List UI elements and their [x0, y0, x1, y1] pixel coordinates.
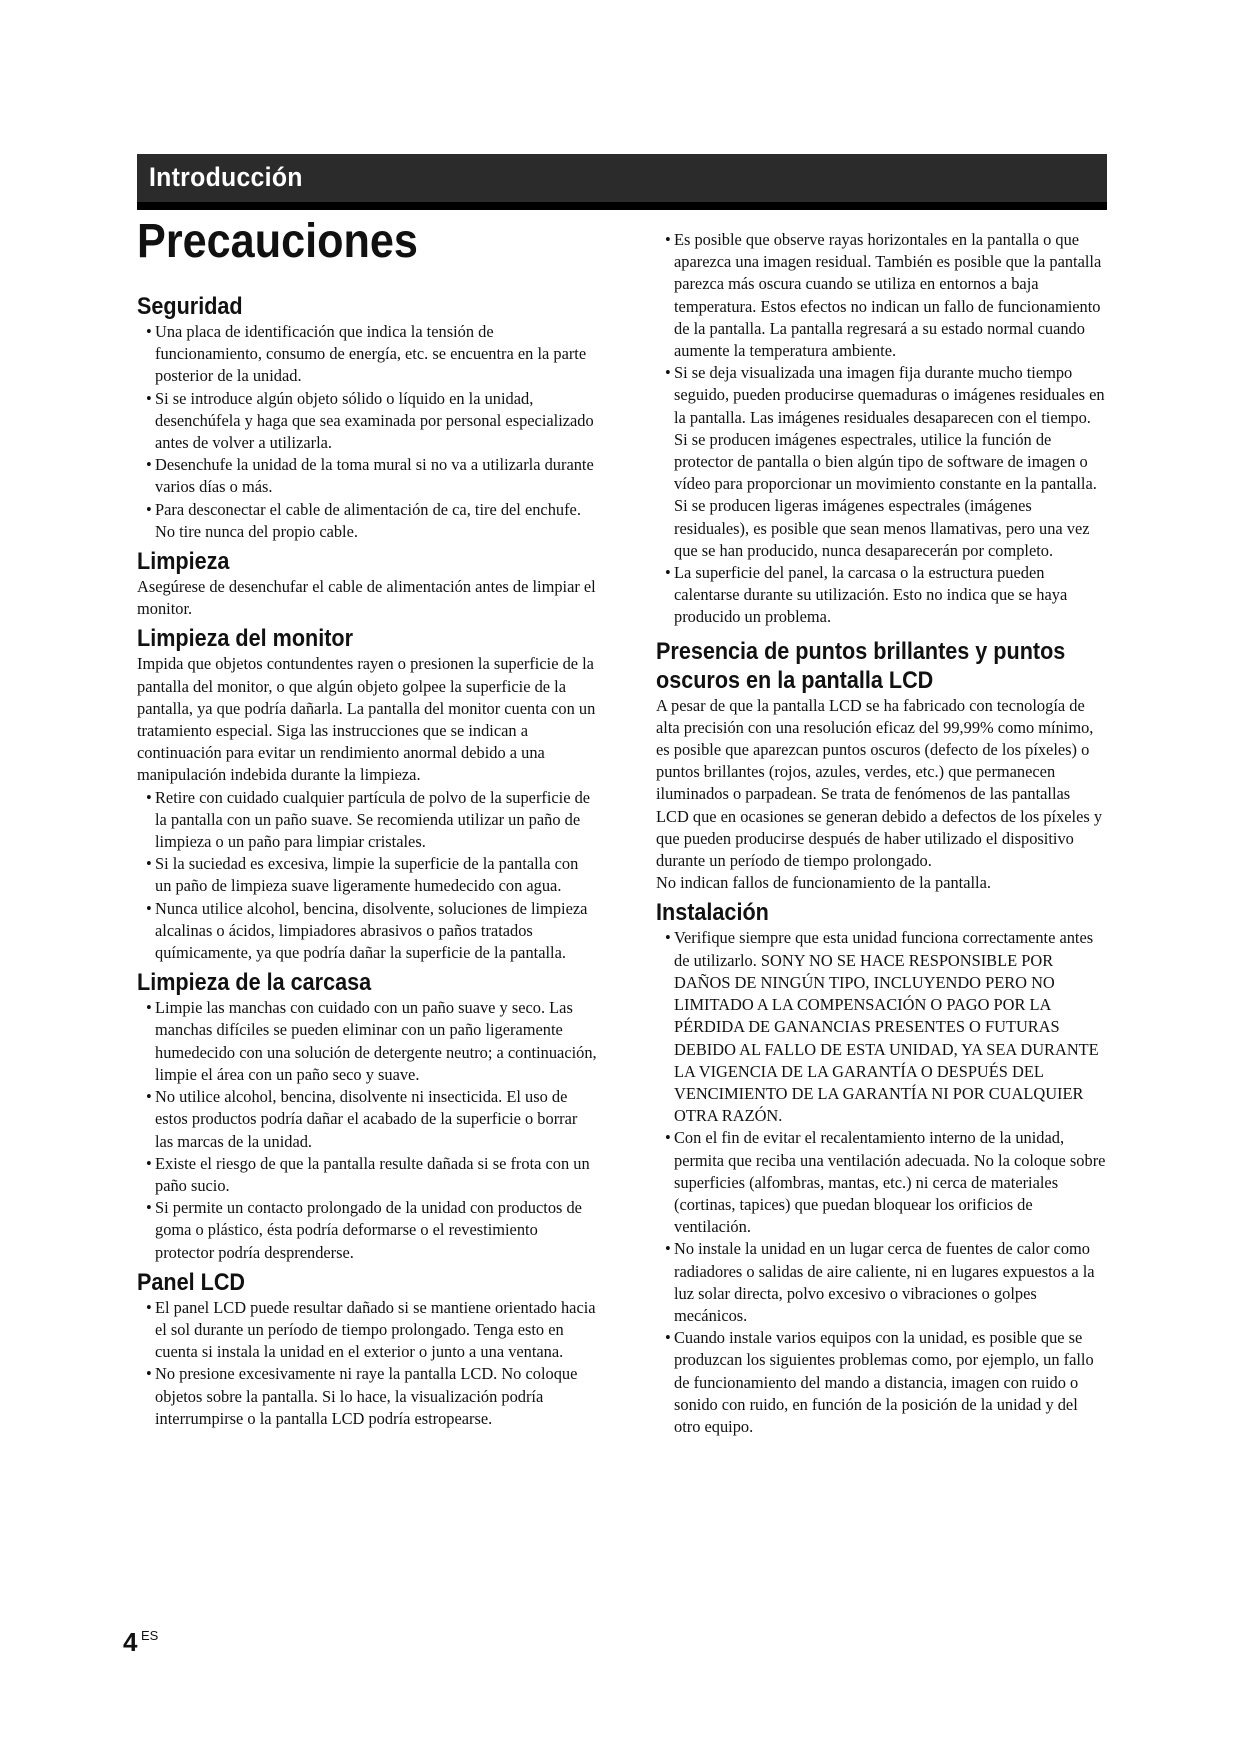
list-item: • Si permite un contacto prolongado de la unidad con productos de goma o plástico, ésta podría deformarse o el revestimiento protector podría desprenderse.: [137, 1197, 597, 1264]
paragraph-limpieza-monitor: Impida que objetos contundentes rayen o presionen la superficie de la pantalla del monitor, o que algún objeto golpee la superficie de la pantalla, ya que podría dañarla. La pantalla del monitor cuenta con un tratamiento especial. Siga las instrucciones que se indican a continuación para evitar un rendimiento anormal debido a una manipulación indebida durante la limpieza.: [137, 654, 596, 785]
list-instalacion: [656, 927, 1106, 1438]
page-number: 4: [123, 1627, 138, 1657]
list-item: • Existe el riesgo de que la pantalla resulte dañada si se frota con un paño sucio.: [137, 1153, 597, 1197]
list-panel-lcd: [137, 1297, 597, 1430]
list-item: • La superficie del panel, la carcasa o la estructura pueden calentarse durante su utilización. Esto no indica que se haya producido un problema.: [656, 562, 1106, 629]
list-seguridad: [137, 321, 597, 543]
left-column: [137, 292, 597, 1430]
paragraph-puntos-2: No indican fallos de funcionamiento de la pantalla.: [656, 873, 991, 893]
list-panel-lcd-continued: [656, 229, 1106, 629]
section-banner: [137, 154, 1107, 210]
list-item: • Una placa de identificación que indica la tensión de funcionamiento, consumo de energía, etc. se encuentra en la parte posterior de la unidad.: [137, 321, 597, 388]
list-item: • Si la suciedad es excesiva, limpie la superficie de la pantalla con un paño de limpieza suave ligeramente humedecido con agua.: [137, 853, 597, 897]
page-title: Precauciones: [137, 215, 418, 268]
list-item: • Nunca utilice alcohol, bencina, disolvente, soluciones de limpieza alcalinas o ácidos, limpiadores abrasivos o paños tratados químicamente, ya que podría dañar la superficie de la pantalla.: [137, 898, 597, 965]
heading-puntos: Presencia de puntos brillantes y puntos oscuros en la pantalla LCD: [656, 637, 1066, 694]
list-item: • Cuando instale varios equipos con la unidad, es posible que se produzcan los siguientes problemas como, por ejemplo, un fallo de funcionamiento del mando a distancia, imagen con ruido o sonido con ruido, en función de la posición de la unidad y del otro equipo.: [656, 1327, 1106, 1438]
list-item: • El panel LCD puede resultar dañado si se mantiene orientado hacia el sol durante un período de tiempo prolongado. Tenga esto en cuenta si instala la unidad en el exterior o junto a una ventana.: [137, 1297, 597, 1364]
list-item: • Si se deja visualizada una imagen fija durante mucho tiempo seguido, pueden producirse quemaduras o imágenes residuales en la pantalla. Las imágenes residuales desaparecen con el tiempo. Si se producen imágenes espectrales, utilice la función de protector de pantalla o bien algún tipo de software de imagen o vídeo para proporcionar un movimiento constante en la pantalla. Si se producen ligeras imágenes espectrales (imágenes residuales), es posible que sean menos llamativas, pero una vez que se han producido, nunca desaparecerán por completo.: [656, 362, 1106, 562]
list-item: • Si se introduce algún objeto sólido o líquido en la unidad, desenchúfela y haga que sea examinada por personal especializado antes de volver a utilizarla.: [137, 388, 597, 455]
list-item: • Retire con cuidado cualquier partícula de polvo de la superficie de la pantalla con un paño suave. Se recomienda utilizar un paño de limpieza o un paño para limpiar cristales.: [137, 787, 597, 854]
list-item: • No utilice alcohol, bencina, disolvente ni insecticida. El uso de estos productos podría dañar el acabado de la superficie o borrar las marcas de la unidad.: [137, 1086, 597, 1153]
heading-limpieza: Limpieza: [137, 548, 230, 576]
section-title: Introducción: [149, 162, 303, 192]
paragraph-limpieza: Asegúrese de desenchufar el cable de alimentación antes de limpiar el monitor.: [137, 577, 596, 619]
list-item: • No presione excesivamente ni raye la pantalla LCD. No coloque objetos sobre la pantalla. Si lo hace, la visualización podría interrumpirse o la pantalla LCD podría estropearse.: [137, 1363, 597, 1430]
page-language: ES: [141, 1628, 159, 1643]
right-column: [656, 229, 1106, 1438]
list-limpieza-monitor: [137, 787, 597, 965]
heading-limpieza-carcasa: Limpieza de la carcasa: [137, 969, 372, 997]
heading-seguridad: Seguridad: [137, 293, 243, 320]
heading-instalacion: Instalación: [656, 899, 769, 927]
list-item: • Desenchufe la unidad de la toma mural si no va a utilizarla durante varios días o más.: [137, 454, 597, 498]
list-item: • Con el fin de evitar el recalentamiento interno de la unidad, permita que reciba una ventilación adecuada. No la coloque sobre superficies (alfombras, mantas, etc.) ni cerca de materiales (cortinas, tapices) que puedan bloquear los orificios de ventilación.: [656, 1127, 1106, 1238]
paragraph-puntos: A pesar de que la pantalla LCD se ha fabricado con tecnología de alta precisión con una resolución eficaz del 99,99% como mínimo, es posible que aparezcan puntos oscuros (defecto de los píxeles) o puntos brillantes (rojos, azules, verdes, etc.) que permanecen iluminados o parpadean. Se trata de fenómenos de las pantallas LCD que en ocasiones se generan debido a defectos de los píxeles y que pueden producirse después de haber utilizado el dispositivo durante un período de tiempo prolongado.: [656, 695, 1103, 871]
list-item: • Limpie las manchas con cuidado con un paño suave y seco. Las manchas difíciles se pueden eliminar con un paño ligeramente humedecido con una solución de detergente neutro; a continuación, limpie el área con un paño seco y suave.: [137, 997, 597, 1086]
list-item: • Para desconectar el cable de alimentación de ca, tire del enchufe. No tire nunca del propio cable.: [137, 499, 597, 543]
heading-panel-lcd: Panel LCD: [137, 1268, 246, 1296]
list-item: • Es posible que observe rayas horizontales en la pantalla o que aparezca una imagen residual. También es posible que la pantalla parezca más oscura cuando se utiliza en entornos a baja temperatura. Estos efectos no indican un fallo de funcionamiento de la pantalla. La pantalla regresará a su estado normal cuando aumente la temperatura ambiente.: [656, 229, 1106, 362]
list-item: • Verifique siempre que esta unidad funciona correctamente antes de utilizarlo. SONY NO SE HACE RESPONSIBLE POR DAÑOS DE NINGÚN TIPO, INCLUYENDO PERO NO LIMITADO A LA COMPENSACIÓN O PAGO POR LA PÉRDIDA DE GANANCIAS PRESENTES O FUTURAS DEBIDO AL FALLO DE ESTA UNIDAD, YA SEA DURANTE LA VIGENCIA DE LA GARANTÍA O DESPUÉS DEL VENCIMIENTO DE LA GARANTÍA NI POR CUALQUIER OTRA RAZÓN.: [656, 927, 1106, 1127]
heading-limpieza-monitor: Limpieza del monitor: [137, 625, 354, 653]
list-limpieza-carcasa: [137, 997, 597, 1263]
list-item: • No instale la unidad en un lugar cerca de fuentes de calor como radiadores o salidas de aire caliente, ni en lugares expuestos a la luz solar directa, polvo excesivo o vibraciones o golpes mecánicos.: [656, 1238, 1106, 1327]
